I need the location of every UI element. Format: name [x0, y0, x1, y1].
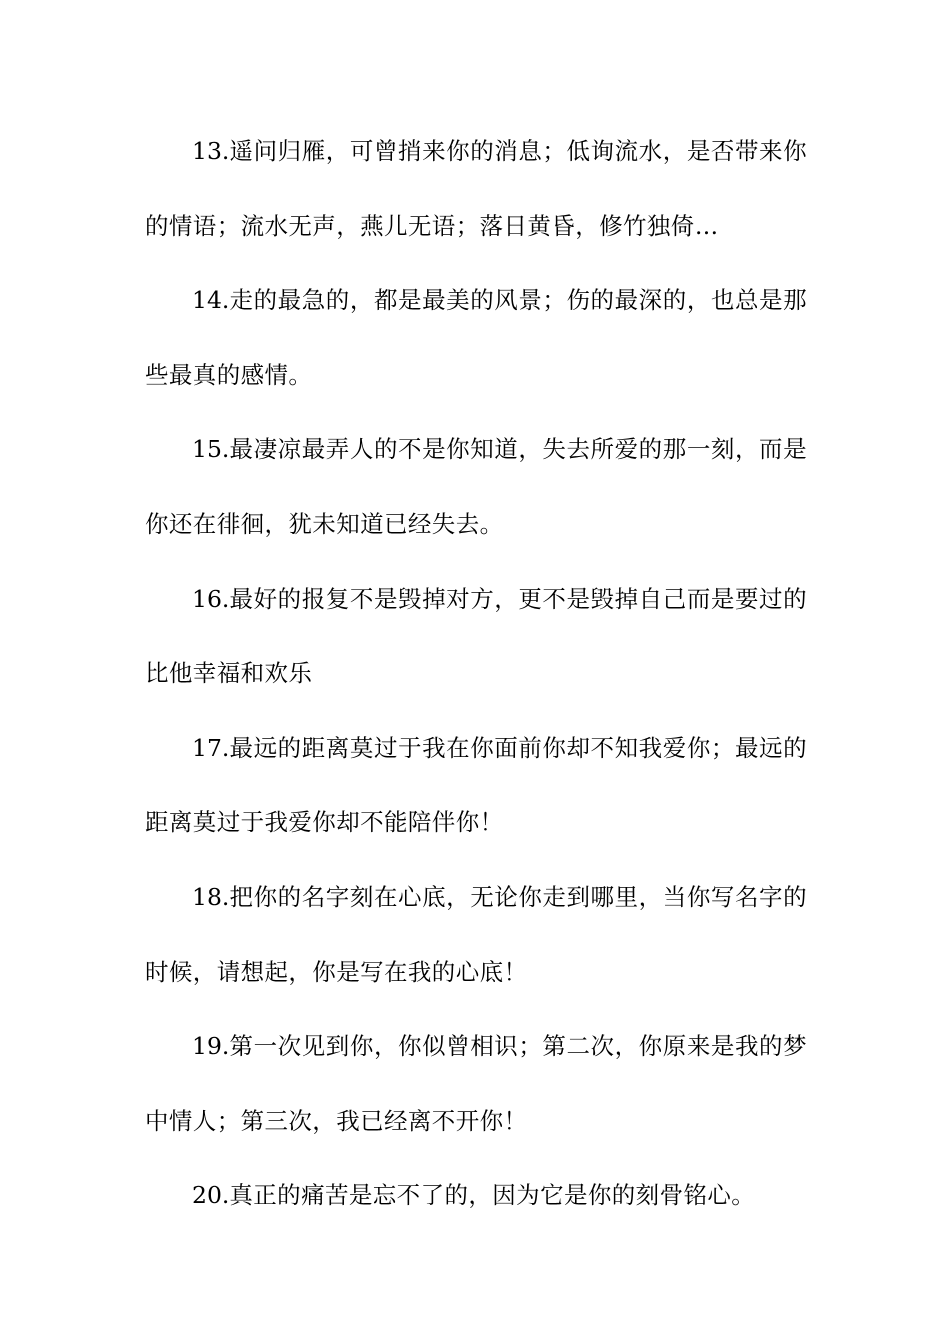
paragraph-18	[145, 860, 807, 1009]
paragraph-20	[145, 1158, 807, 1233]
document-body	[145, 114, 807, 1233]
paragraph-17	[145, 711, 807, 860]
paragraph-number: 16.	[192, 584, 230, 613]
paragraph-text: 走的最急的，都是最美的风景；伤的最深的，也总是那些最真的感情。	[145, 286, 807, 389]
paragraph-number: 20.	[192, 1181, 230, 1210]
paragraph-text: 最凄凉最弄人的不是你知道，失去所爱的那一刻，而是你还在徘徊，犹未知道已经失去。	[145, 435, 807, 538]
paragraph-16	[145, 562, 807, 711]
paragraph-15	[145, 412, 807, 561]
paragraph-19	[145, 1009, 807, 1158]
paragraph-text: 真正的痛苦是忘不了的，因为它是你的刻骨铭心。	[229, 1181, 756, 1210]
paragraph-number: 19.	[192, 1032, 230, 1061]
paragraph-number: 15.	[192, 435, 230, 464]
paragraph-number: 13.	[192, 137, 230, 165]
paragraph-text: 把你的名字刻在心底，无论你走到哪里，当你写名字的时候，请想起，你是写在我的心底！	[145, 882, 807, 986]
paragraph-14	[145, 263, 807, 412]
paragraph-text: 最远的距离莫过于我在你面前你却不知我爱你；最远的距离莫过于我爱你却不能陪伴你！	[145, 733, 807, 837]
paragraph-number: 18.	[192, 882, 230, 911]
paragraph-text: 最好的报复不是毁掉对方，更不是毁掉自己而是要过的比他幸福和欢乐	[145, 584, 807, 688]
paragraph-text: 遥问归雁，可曾捎来你的消息；低询流水，是否带来你的情语；流水无声，燕儿无语；落日黄昏，修竹独倚…	[145, 137, 807, 240]
paragraph-number: 14.	[192, 286, 230, 315]
paragraph-number: 17.	[192, 733, 230, 762]
paragraph-text: 第一次见到你，你似曾相识；第二次，你原来是我的梦中情人；第三次，我已经离不开你！	[145, 1032, 807, 1135]
paragraph-13	[145, 114, 807, 263]
